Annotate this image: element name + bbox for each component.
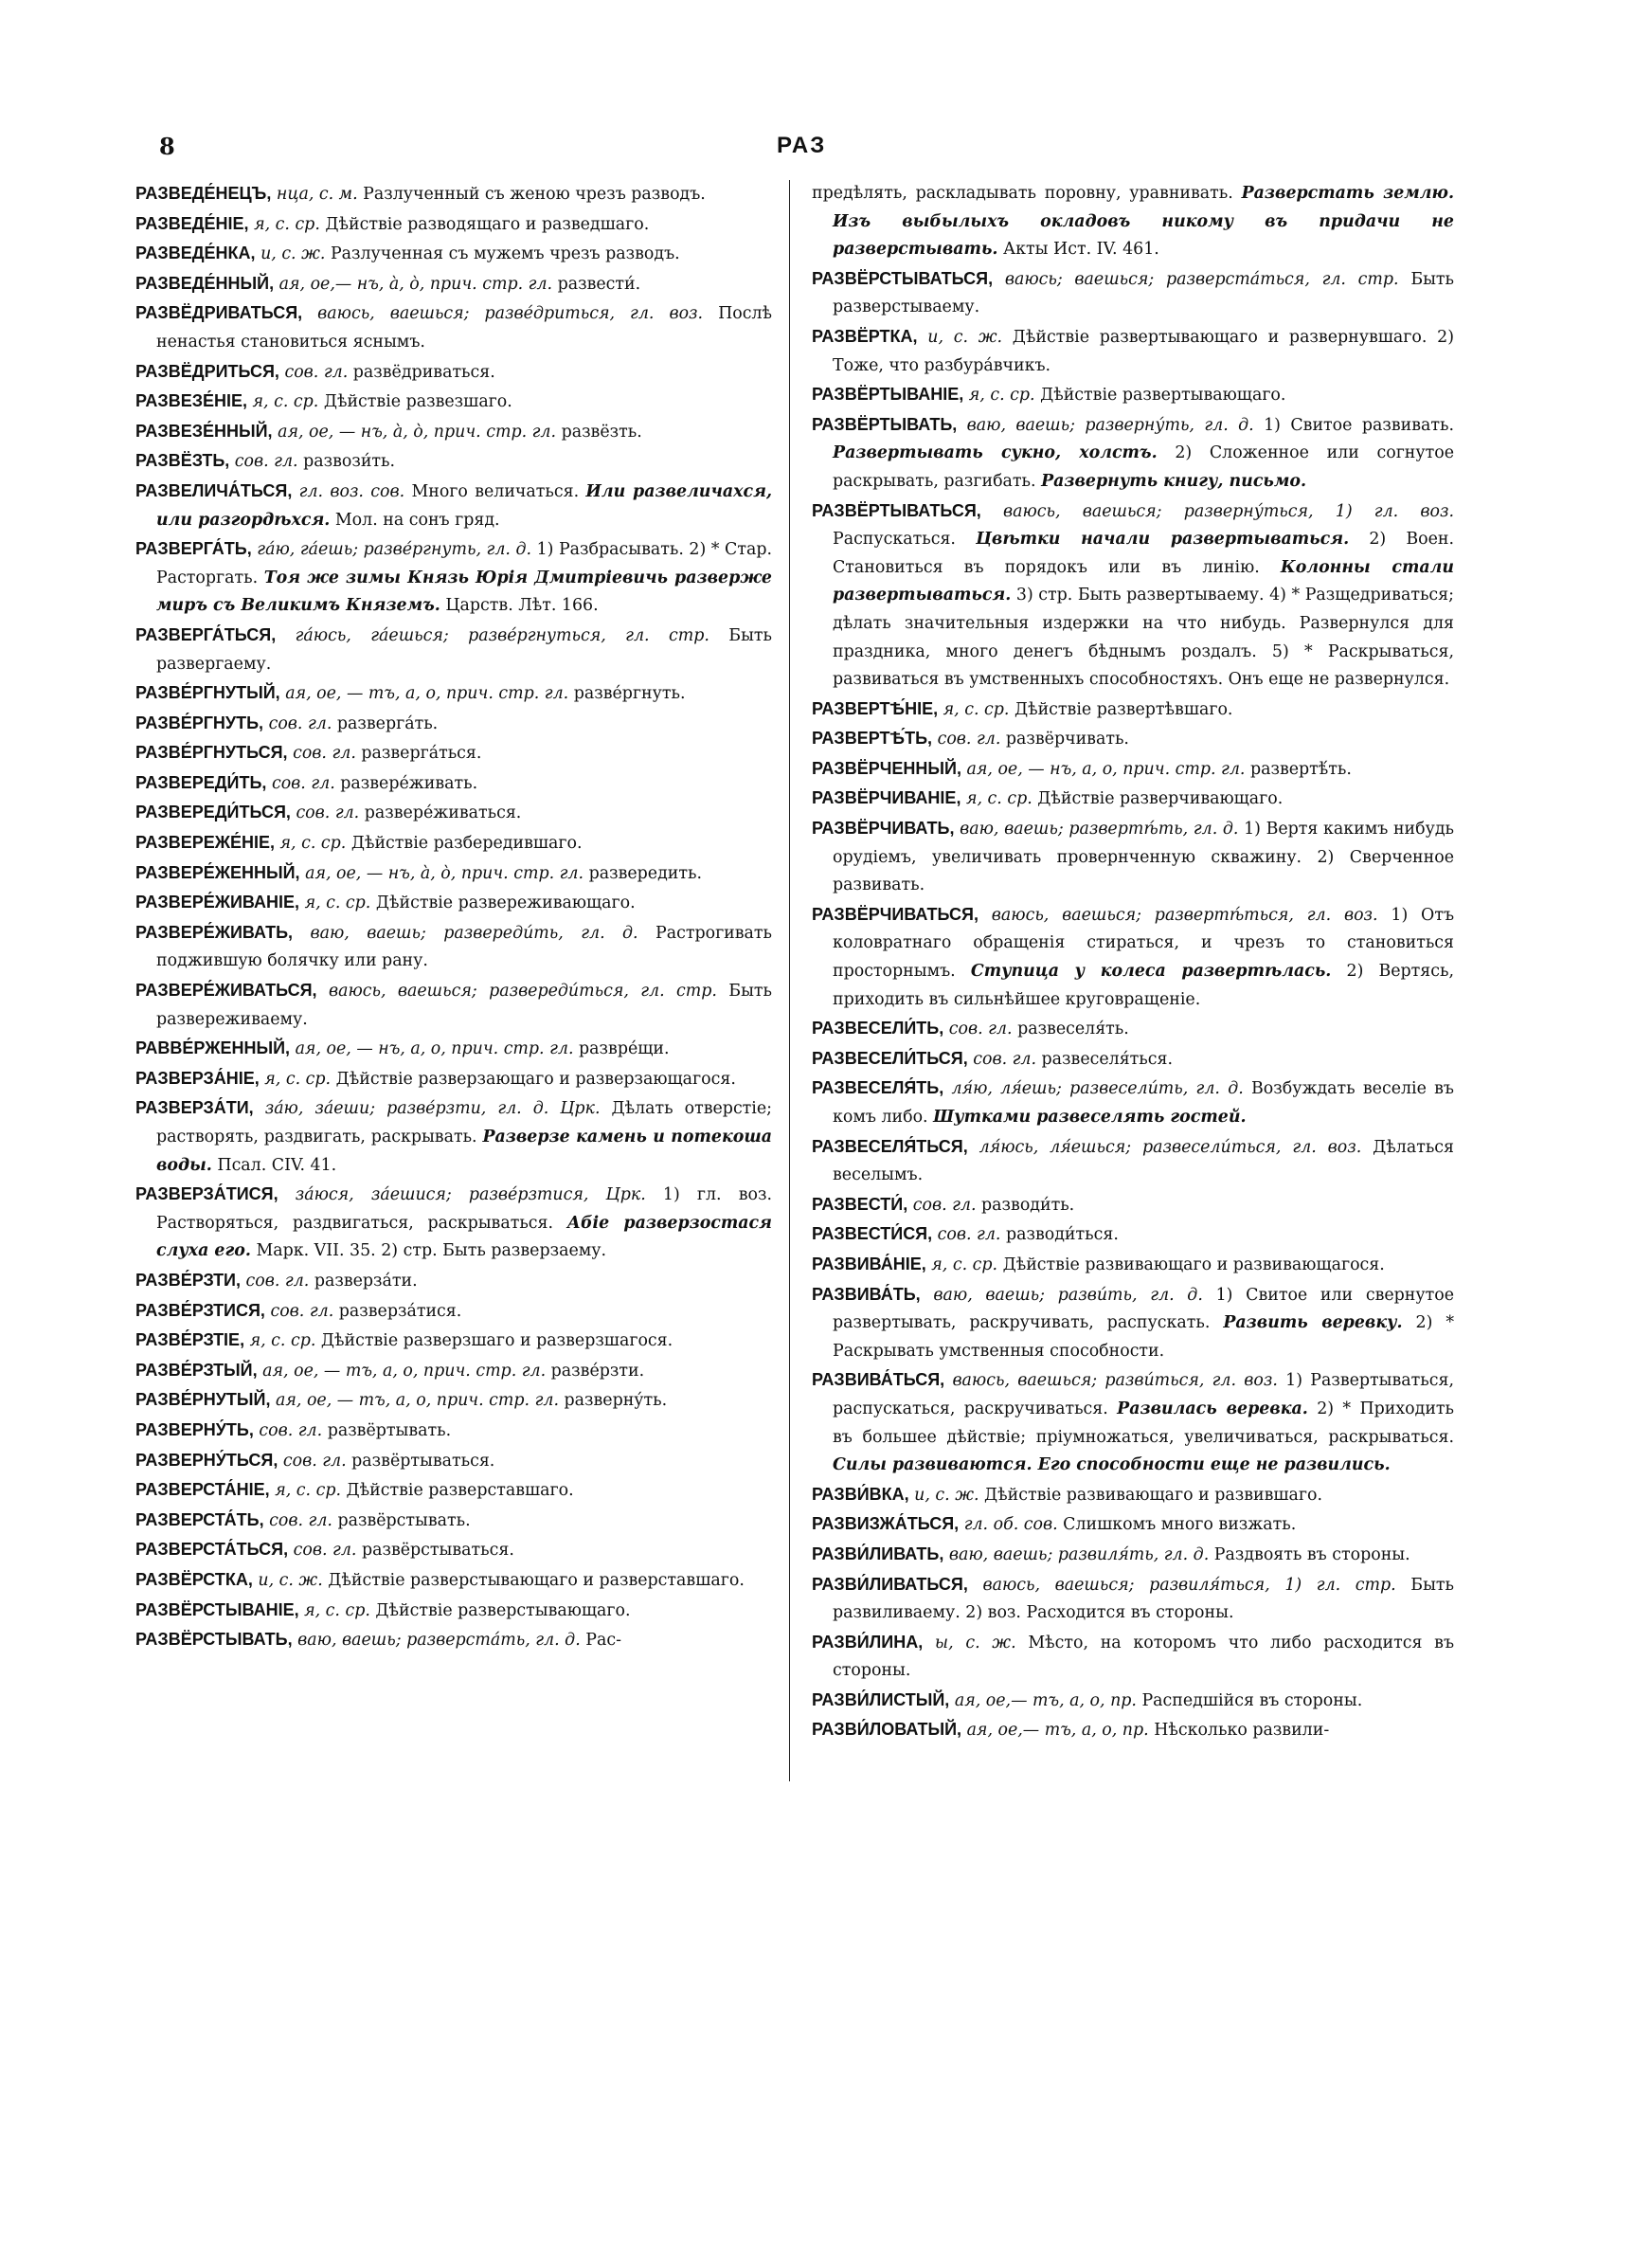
entry-definition: Дѣйствіе разверставшаго.: [346, 1481, 574, 1501]
entry-headword: РАЗВИ́ЛИВАТЬСЯ,: [812, 1574, 968, 1594]
dictionary-entry: [812, 695, 1454, 725]
dictionary-entry: [812, 1571, 1454, 1628]
entry-headword: РАЗВЕДЕ́НЕЦЪ,: [135, 184, 272, 203]
entry-definition: развёртывать.: [327, 1420, 452, 1440]
entry-headword: РАЗВЁРТЫВАТЬ,: [812, 414, 958, 434]
entry-headword: РАЗВЁРЧИВАНІЕ,: [812, 788, 961, 808]
entry-definition: развёрстываться.: [361, 1541, 514, 1561]
entry-grammar: нца, с. м.: [276, 185, 358, 204]
entry-headword: РАЗВЕ́РГНУТЬ,: [135, 713, 264, 732]
entry-headword: РАЗВЕРСТА́ТЬ,: [135, 1509, 264, 1529]
entry-headword: РАЗВЁРЧИВАТЬ,: [812, 819, 955, 839]
entry-definition: развеселя́ть.: [1017, 1020, 1129, 1039]
dictionary-entry: [135, 1297, 772, 1327]
dictionary-entry: [135, 1065, 772, 1094]
entry-source: 2) * Приходить въ большее дѣйствіе; пріумножаться, увеличиваться, раскрываться.: [833, 1399, 1454, 1447]
entry-headword: РАЗВЕРСТА́ТЬСЯ,: [135, 1540, 289, 1560]
entry-headword: РАЗВЕРЕ́ЖИВАНІЕ,: [135, 893, 300, 912]
entry-grammar: я, с. ср.: [249, 1331, 316, 1351]
dictionary-entry: [135, 1447, 772, 1476]
entry-grammar: ля́ю, ля́ешь; развесели́ть, гл. д.: [951, 1079, 1244, 1099]
entry-headword: РАЗВЕРЗА́ТИСЯ,: [135, 1184, 278, 1204]
entry-headword: РАЗВЕРЕ́ЖИВАТЬСЯ,: [135, 981, 317, 1001]
entry-headword: РАЗВЕРЕ́ЖЕННЫЙ,: [135, 862, 300, 882]
dictionary-entry: [812, 901, 1454, 1014]
entry-example: Шутками развеселять гостей.: [933, 1108, 1247, 1127]
entry-source: Акты Ист. IV. 461.: [1003, 240, 1159, 260]
dictionary-entry: [135, 739, 772, 768]
dictionary-entry: [135, 358, 772, 388]
entry-grammar: сов. гл.: [937, 730, 1001, 749]
entry-definition: развёрчивать.: [1005, 730, 1129, 749]
entry-headword: РАЗВЕРЗА́НІЕ,: [135, 1068, 260, 1088]
entry-grammar: ля́юсь, ля́ешься; развесели́ться, гл. воз.: [979, 1137, 1362, 1157]
entry-grammar: сов. гл.: [284, 362, 349, 382]
entry-headword: РАЗВЕДЕ́НКА,: [135, 244, 256, 263]
entry-definition: 1) Отъ коловратнаго обращенія стираться, и чрезъ то становиться просторнымъ.: [833, 905, 1455, 982]
dictionary-entry: [135, 1566, 772, 1596]
dictionary-entry: [135, 622, 772, 678]
entry-headword: РАЗВЕРЕДИ́ТЬСЯ,: [135, 803, 291, 822]
entry-grammar: я, с. ср.: [931, 1255, 998, 1274]
dictionary-entry: [812, 1281, 1454, 1366]
entry-definition: Возбуждать веселіе въ комъ либо.: [833, 1079, 1454, 1127]
entry-definition: 1) Вертя какимъ нибудь орудіемъ, увеличивать провернченную скважину. 2) Сверченное развивать.: [833, 820, 1455, 895]
dictionary-entry: [135, 769, 772, 799]
entry-grammar: сов. гл.: [245, 1271, 310, 1291]
entry-definition: Дѣйствіе развертѣвшаго.: [1014, 699, 1233, 719]
entry-headword: РАЗВИ́ЛИВАТЬ,: [812, 1544, 944, 1563]
entry-source: Мол. на сонъ гряд.: [334, 510, 500, 530]
entry-definition: разверза́ти.: [314, 1271, 418, 1291]
entry-example: Разверстать землю. Изъ выбылыхъ окладовъ никому въ придачи не разверстывать.: [833, 184, 1454, 260]
entry-headword: РАЗВЁРЧИВАТЬСЯ,: [812, 904, 979, 924]
entry-source: Царств. Лѣт. 166.: [445, 596, 599, 616]
dictionary-entry: [135, 1507, 772, 1536]
entry-headword: РАЗВЕРСТА́НІЕ,: [135, 1480, 270, 1500]
entry-grammar: сов. гл.: [259, 1420, 323, 1440]
entry-definition: разве́рзти.: [550, 1361, 645, 1381]
dictionary-entry: [812, 323, 1454, 380]
dictionary-entry: [135, 478, 772, 534]
entry-definition: Дѣйствіе разбередившаго.: [350, 834, 583, 854]
entry-definition: развёрстывать.: [337, 1510, 471, 1530]
entry-grammar: ая, ое, — нъ, а, о, прич. стр. гл.: [295, 1039, 574, 1059]
entry-example: Развилась веревка.: [1117, 1399, 1308, 1418]
entry-definition: развози́ть.: [303, 452, 396, 472]
entry-grammar: и, с. ж.: [260, 244, 326, 264]
dictionary-entry: [812, 1629, 1454, 1686]
entry-grammar: ваю, ваешь; развереди́ть, гл. д.: [310, 923, 638, 943]
dictionary-entry: [812, 1687, 1454, 1716]
entry-grammar: сов. гл.: [948, 1020, 1013, 1039]
entry-headword: РАЗВЁРТЫВАНІЕ,: [812, 385, 964, 405]
entry-headword: РАЗВЁРСТКА,: [135, 1569, 253, 1589]
entry-grammar: сов. гл.: [912, 1195, 977, 1215]
entry-grammar: ваюсь; ваешься; разверста́ться, гл. стр.: [1004, 269, 1399, 289]
entry-grammar: я, с. ср.: [254, 214, 320, 234]
right-column: [812, 180, 1454, 1746]
entry-definition: разверга́ться.: [361, 744, 482, 764]
entry-example: Тоя же зимы Князь Юрія Дмитріевичь разверже миръ съ Великимъ Княземъ.: [156, 568, 772, 616]
entry-definition: Растрогивать поджившую болячку или рану.: [156, 923, 773, 971]
entry-definition: предѣлять, раскладывать поровну, уравнивать.: [812, 184, 1233, 203]
entry-headword: РАЗВЕДЕ́НІЕ,: [135, 213, 249, 233]
entry-definition: Дѣйствіе развезшаго.: [323, 392, 512, 412]
entry-headword: РАЗВЁДРИТЬСЯ,: [135, 361, 279, 381]
entry-headword: РАЗВЕСЕЛИ́ТЬ,: [812, 1019, 944, 1038]
entry-grammar: сов. гл.: [271, 773, 335, 793]
entry-definition-tail: 3) стр. Быть развертываему. 4) * Разщедриваться; дѣлать значительныя издержки на что нибудь. Развернулся для праздника, много денегъ бѣднымъ роздалъ. 5) * Раскрываться, развиваться въ умственныхъ способностяхъ. Онъ еще не развернулся.: [833, 586, 1454, 690]
entry-grammar: гл. об. сов.: [963, 1515, 1058, 1535]
entry-grammar: сов. гл.: [234, 452, 298, 472]
entry-definition: Дѣйствіе разверстывающаго.: [375, 1600, 631, 1620]
entry-example: Силы развиваются. Его способности еще не развились.: [833, 1455, 1391, 1475]
entry-grammar: гл. воз. сов.: [298, 481, 405, 501]
dictionary-entry: [135, 1417, 772, 1446]
entry-grammar: ваюсь, ваешься; разви́ться, гл. воз.: [952, 1371, 1278, 1391]
dictionary-entry: [135, 418, 772, 447]
dictionary-entry: [135, 799, 772, 828]
entry-headword: РАЗВИ́ВКА,: [812, 1484, 909, 1504]
entry-grammar: га́ю, га́ешь; разве́ргнуть, гл. д.: [257, 540, 532, 560]
dictionary-entry: [135, 535, 772, 621]
entry-headword: РАЗВЁРТКА,: [812, 326, 918, 346]
entry-headword: РАЗВЕРЗА́ТИ,: [135, 1098, 254, 1118]
dictionary-entry: [135, 1386, 772, 1416]
entry-definition: Дѣйствіе разводящаго и разведшаго.: [325, 214, 650, 234]
entry-definition: Быть развереживаему.: [156, 982, 773, 1029]
entry-definition: 1) Развертываться, распускаться, раскручиваться.: [833, 1371, 1454, 1418]
entry-grammar: ы, с. ж.: [934, 1633, 1016, 1652]
entry-headword: РАЗВЕ́РЗТИ,: [135, 1270, 241, 1290]
entry-grammar: ая, ое, — нъ, а̀, о̀, прич. стр. гл.: [305, 863, 584, 883]
dictionary-entry: [812, 725, 1454, 754]
entry-example: Колонны стали развертываться.: [833, 557, 1454, 605]
dictionary-entry: [812, 1191, 1454, 1220]
entry-definition: Дѣлать отверстіе; растворять, раздвигать, раскрывать.: [156, 1099, 773, 1147]
entry-definition: Распускаться.: [833, 530, 956, 550]
entry-definition: Дѣлаться веселымъ.: [833, 1137, 1454, 1185]
dictionary-entry: [812, 815, 1454, 900]
entry-grammar: га́юсь, га́ешься; разве́ргнуться, гл. стр.: [295, 625, 709, 645]
entry-grammar: и, с. ж.: [914, 1485, 979, 1505]
entry-definition: Дѣйствіе развереживающаго.: [375, 894, 636, 913]
entry-definition: Слишкомъ много визжать.: [1063, 1515, 1297, 1535]
entry-definition: Дѣйствіе развертывающаго.: [1040, 386, 1286, 406]
dictionary-entry: [812, 1133, 1454, 1190]
dictionary-entry: [812, 1074, 1454, 1131]
entry-grammar: сов. гл.: [270, 1301, 334, 1321]
entry-grammar: я, с. ср.: [943, 699, 1010, 719]
entry-definition: развеселя́ться.: [1041, 1049, 1173, 1069]
dictionary-entry: [812, 1015, 1454, 1044]
entry-grammar: сов. гл.: [293, 1541, 357, 1561]
dictionary-entry: [812, 755, 1454, 785]
entry-definition: Быть развергаему.: [156, 625, 773, 674]
entry-headword: РАЗВИ́ЛИСТЫЙ,: [812, 1689, 950, 1709]
entry-grammar: ая, ое, — тъ, а, о, прич. стр. гл.: [276, 1391, 559, 1411]
entry-grammar: за́ю, за́еши; разве́рзти, гл. д. Црк.: [264, 1099, 601, 1119]
dictionary-entry: [135, 270, 772, 299]
entry-definition: Дѣйствіе развертывающаго и развернувшаго. 2) Тоже, что разбура́вчикъ.: [833, 327, 1454, 375]
running-head: РАЗ: [777, 133, 827, 158]
entry-headword: РАЗВЕРНУ́ТЬСЯ,: [135, 1450, 278, 1470]
page-number: 8: [159, 133, 175, 160]
dictionary-entry: [812, 1251, 1454, 1280]
dictionary-entry: [812, 1716, 1454, 1745]
entry-definition: Дѣйствіе разверчивающаго.: [1037, 789, 1284, 809]
dictionary-entry: [135, 1267, 772, 1296]
entry-grammar: и, с. ж.: [258, 1570, 323, 1590]
entry-grammar: ая, ое, — тъ, а, о, прич. стр. гл.: [262, 1361, 547, 1381]
entry-definition: развёдриваться.: [352, 362, 495, 382]
dictionary-entry: [135, 679, 772, 709]
entry-definition: Дѣйствіе разверзшаго и разверзшагося.: [320, 1331, 673, 1351]
entry-example: Или развеличахся, или разгордѣхся.: [156, 481, 772, 530]
entry-headword: РАЗВЕСТИ́,: [812, 1194, 908, 1214]
dictionary-entry: [812, 1481, 1454, 1510]
entry-headword: РАЗВЁЗТЬ,: [135, 451, 230, 471]
entry-headword: РАЗВЕСЕЛЯ́ТЬСЯ,: [812, 1136, 968, 1156]
entry-headword: РАЗВЕ́РЗТІЕ,: [135, 1330, 245, 1350]
entry-headword: РАЗВЕЗЕ́ННЫЙ,: [135, 421, 273, 441]
entry-headword: РАЗВЁРСТЫВАТЬСЯ,: [812, 268, 994, 288]
entry-definition: Дѣйствіе разверзающаго и разверзающагося.: [335, 1069, 736, 1089]
entry-example: Ступица у колеса развертѣлась.: [970, 962, 1332, 982]
entry-definition: разве́ргнуть.: [573, 684, 686, 704]
dictionary-entry: [812, 180, 1454, 264]
dictionary-entry: [812, 265, 1454, 322]
entry-source: 2) Сложенное или согнутое раскрывать, разгибать.: [833, 443, 1455, 491]
entry-definition: развре́щи.: [579, 1039, 670, 1059]
entry-grammar: я, с. ср.: [279, 834, 347, 854]
entry-grammar: ваюсь, ваешься; развертѣ́ться, гл. воз.: [991, 905, 1378, 925]
entry-source: Псал. CIV. 41.: [217, 1155, 337, 1175]
entry-grammar: ваюсь, ваешься; разверну́ться, 1) гл. воз.: [1002, 501, 1454, 521]
entry-headword: РАЗВЕРТѢ́НІЕ,: [812, 698, 939, 718]
entry-definition: Быть разверстываему.: [833, 269, 1455, 317]
entry-grammar: ая, ое,— тъ, а, о, пр.: [954, 1690, 1137, 1710]
entry-definition: разводи́ться.: [1005, 1225, 1119, 1245]
entry-source: 2) * Раскрывать умственныя способности.: [833, 1313, 1455, 1361]
entry-headword: РАЗВИВА́ТЬСЯ,: [812, 1370, 945, 1390]
entry-definition: Быть развиливаему. 2) воз. Расходится въ стороны.: [833, 1575, 1455, 1623]
entry-definition: Послѣ ненастья становиться яснымъ.: [156, 304, 772, 352]
entry-grammar: ваюсь, ваешься; разве́дриться, гл. воз.: [317, 304, 704, 324]
entry-grammar: сов. гл.: [268, 713, 332, 733]
entry-grammar: ая, ое,— тъ, а, о, пр.: [966, 1721, 1149, 1741]
entry-definition: разверну́ть.: [564, 1391, 668, 1411]
entry-headword: РАЗВЕ́РЗТИСЯ,: [135, 1300, 265, 1320]
entry-definition: разводи́ть.: [981, 1195, 1075, 1215]
entry-definition: развертѣ́ть.: [1249, 759, 1352, 779]
entry-grammar: ваю, ваешь; разви́ть, гл. д.: [933, 1285, 1203, 1305]
dictionary-entry: [812, 1510, 1454, 1540]
dictionary-entry: [812, 411, 1454, 497]
entry-grammar: сов. гл.: [293, 744, 356, 764]
dictionary-entry: [135, 388, 772, 417]
entry-definition: Мѣсто, на которомъ что либо расходится въ стороны.: [833, 1633, 1455, 1681]
entry-grammar: я, с. ср.: [264, 1069, 332, 1089]
entry-example: Абіе разверзостася слуха его.: [156, 1213, 772, 1261]
entry-headword: РАЗВЕРНУ́ТЬ,: [135, 1419, 254, 1439]
dictionary-entry: [812, 1045, 1454, 1074]
entry-headword: РАЗВЕРГА́ТЬСЯ,: [135, 624, 277, 644]
entry-headword: РАЗВЕ́РЗТЫЙ,: [135, 1360, 258, 1380]
entry-headword: РАЗВИВА́ТЬ,: [812, 1284, 921, 1304]
dictionary-entry: [135, 1181, 772, 1266]
dictionary-entry: [135, 180, 772, 209]
entry-headword: РАЗВЁРТЫВАТЬСЯ,: [812, 500, 981, 520]
column-divider: [789, 180, 790, 1781]
entry-definition: Разлученная съ мужемъ чрезъ разводъ.: [330, 244, 680, 264]
entry-definition: разверга́ть.: [336, 713, 439, 733]
entry-grammar: сов. гл.: [269, 1510, 332, 1530]
entry-grammar: ваюсь, ваешься; развереди́ться, гл. стр.: [328, 982, 717, 1002]
entry-headword: РАЗВЁРСТЫВАНІЕ,: [135, 1599, 299, 1619]
entry-grammar: ая, ое, — нъ, а, о, прич. стр. гл.: [966, 759, 1246, 779]
entry-headword: РАЗВЕРЕДИ́ТЬ,: [135, 772, 267, 792]
left-column: [135, 180, 772, 1656]
entry-headword: РАЗВЕ́РНУТЫЙ,: [135, 1390, 271, 1410]
entry-definition: развере́живать.: [340, 773, 478, 793]
entry-example: Развернуть книгу, письмо.: [1041, 471, 1307, 491]
entry-definition: Рас-: [585, 1631, 621, 1651]
entry-grammar: ваю, ваешь; разверста́ть, гл. д.: [297, 1631, 581, 1651]
entry-grammar: я, с. ср.: [968, 386, 1035, 406]
entry-headword: РАЗВЕ́РГНУТЬСЯ,: [135, 743, 288, 763]
dictionary-entry: [135, 859, 772, 889]
dictionary-entry: [135, 1536, 772, 1565]
entry-definition: Дѣйствіе разверстывающаго и разверставшаго.: [328, 1570, 745, 1590]
entry-grammar: ая, ое, — тъ, а, о, прич. стр. гл.: [285, 684, 569, 704]
entry-grammar: ваю, ваешь; разверну́ть, гл. д.: [966, 415, 1254, 435]
dictionary-entry: [135, 1597, 772, 1626]
dictionary-entry: [812, 497, 1454, 695]
entry-definition: Много величаться.: [411, 481, 580, 501]
entry-grammar: я, с. ср.: [275, 1481, 341, 1501]
dictionary-entry: [135, 710, 772, 739]
entry-definition: 1) Свитое или свернутое развертывать, раскручивать, распускать.: [833, 1285, 1455, 1333]
entry-headword: РАЗВЕРТѢ́ТЬ,: [812, 729, 933, 749]
entry-definition: развере́живаться.: [364, 803, 522, 823]
entry-grammar: сов. гл.: [282, 1451, 347, 1471]
entry-example: Развить веревку.: [1223, 1313, 1403, 1333]
dictionary-entry: [812, 1220, 1454, 1250]
entry-grammar: я, с. ср.: [304, 894, 371, 913]
entry-grammar: я, с. ср.: [965, 789, 1032, 809]
entry-definition: разверза́тися.: [338, 1301, 462, 1321]
dictionary-entry: [812, 1541, 1454, 1570]
entry-definition: Нѣсколько развили-: [1154, 1721, 1330, 1741]
entry-headword: РАЗВЕРЕЖЕ́НІЕ,: [135, 833, 275, 853]
entry-definition: Распедшійся въ стороны.: [1141, 1690, 1363, 1710]
entry-definition: Дѣйствіе развивающаго и развившаго.: [984, 1485, 1323, 1505]
entry-grammar: и, с. ж.: [927, 327, 1003, 347]
entry-definition: развёртываться.: [351, 1451, 495, 1471]
entry-source: 2) Вертясь, приходить въ сильнѣйшее круговращеніе.: [833, 962, 1455, 1009]
entry-definition: развередить.: [588, 863, 702, 883]
entry-headword: РАЗВЕРЕ́ЖИВАТЬ,: [135, 922, 294, 942]
dictionary-entry: [135, 1327, 772, 1356]
entry-headword: РАЗВЕЗЕ́НІЕ,: [135, 391, 247, 411]
entry-grammar: сов. гл.: [296, 803, 360, 823]
entry-example: Развертывать сукно, холстъ.: [833, 443, 1158, 463]
entry-example: Цвѣтки начали развертываться.: [976, 530, 1350, 550]
entry-definition: 1) Свитое развивать.: [1264, 415, 1454, 435]
entry-grammar: за́юся, за́ешися; разве́рзтися, Црк.: [295, 1185, 646, 1205]
entry-headword: РАЗВЕСЕЛЯ́ТЬ,: [812, 1078, 944, 1098]
entry-headword: РАЗВИЗЖА́ТЬСЯ,: [812, 1514, 960, 1534]
entry-headword: РАЗВЁРЧЕННЫЙ,: [812, 758, 961, 778]
dictionary-entry: [135, 210, 772, 240]
dictionary-entry: [812, 381, 1454, 410]
entry-source: 2) Воен. Становиться въ порядокъ или въ линію.: [833, 530, 1454, 577]
entry-example: Разверзе камень и потекоша воды.: [156, 1128, 772, 1175]
dictionary-entry: [135, 1626, 772, 1655]
entry-definition: Раздвоять въ стороны.: [1213, 1544, 1410, 1564]
dictionary-entry: [135, 240, 772, 269]
entry-headword: РАЗВЕДЕ́ННЫЙ,: [135, 273, 275, 293]
entry-headword: РАЗВЕЛИЧА́ТЬСЯ,: [135, 480, 293, 500]
entry-grammar: я, с. ср.: [304, 1600, 370, 1620]
dictionary-entry: [135, 1035, 772, 1064]
entry-grammar: сов. гл.: [937, 1225, 1001, 1245]
entry-headword: РАВВЕ́РЖЕННЫЙ,: [135, 1038, 291, 1058]
dictionary-entry: [135, 977, 772, 1034]
entry-headword: РАЗВЕСТИ́СЯ,: [812, 1224, 933, 1244]
entry-headword: РАЗВИ́ЛОВАТЫЙ,: [812, 1720, 962, 1740]
entry-grammar: ая, ое, — нъ, а̀, о̀, прич. стр. гл.: [278, 422, 557, 442]
entry-definition: Разлученный съ женою чрезъ разводъ.: [363, 185, 706, 204]
dictionary-entry: [135, 919, 772, 976]
dictionary-entry: [135, 1476, 772, 1506]
entry-headword: РАЗВЁРСТЫВАТЬ,: [135, 1630, 293, 1650]
entry-definition: развёзть.: [561, 422, 642, 442]
dictionary-entry: [135, 1094, 772, 1180]
dictionary-entry: [135, 889, 772, 918]
entry-definition: Дѣйствіе развивающаго и развивающагося.: [1002, 1255, 1385, 1274]
dictionary-entry: [812, 785, 1454, 814]
entry-headword: РАЗВЕ́РГНУТЫЙ,: [135, 683, 280, 703]
entry-grammar: ваю, ваешь; развиля́ть, гл. д.: [948, 1544, 1210, 1564]
entry-grammar: ваюсь, ваешься; развиля́ться, 1) гл. стр.: [982, 1575, 1396, 1595]
dictionary-entry: [135, 447, 772, 477]
dictionary-entry: [135, 829, 772, 858]
entry-definition: 1) Разбрасывать. 2) * Стар. Расторгать.: [156, 540, 773, 587]
entry-source: Марк. VII. 35. 2) стр. Быть разверзаему.: [256, 1241, 607, 1261]
dictionary-entry: [812, 1366, 1454, 1479]
entry-grammar: я, с. ср.: [252, 392, 319, 412]
entry-definition: 1) гл. воз. Растворяться, раздвигаться, раскрываться.: [156, 1185, 772, 1233]
entry-headword: РАЗВИ́ЛИНА,: [812, 1632, 924, 1652]
entry-headword: РАЗВЕРГА́ТЬ,: [135, 539, 252, 559]
entry-headword: РАЗВИВА́НІЕ,: [812, 1254, 926, 1273]
entry-headword: РАЗВЕСЕЛИ́ТЬСЯ,: [812, 1048, 968, 1068]
dictionary-entry: [135, 299, 772, 356]
entry-definition: развести́.: [557, 274, 641, 294]
entry-grammar: ваю, ваешь; развертѣ́ть, гл. д.: [960, 820, 1239, 840]
entry-grammar: сов. гл.: [973, 1049, 1037, 1069]
entry-headword: РАЗВЁДРИВАТЬСЯ,: [135, 303, 303, 323]
dictionary-entry: [135, 1357, 772, 1386]
entry-grammar: ая, ое,— нъ, а̀, о̀, прич. стр. гл.: [278, 274, 553, 294]
